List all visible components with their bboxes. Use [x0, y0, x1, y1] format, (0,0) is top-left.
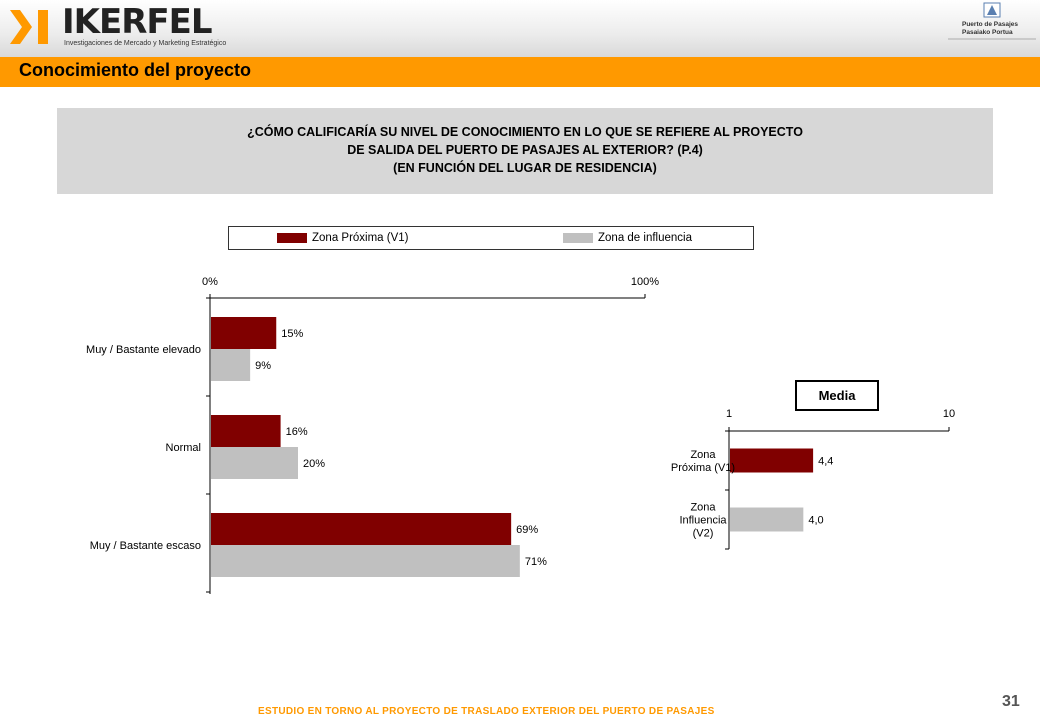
bar-value-label: 20% [303, 458, 326, 470]
bar-value-label: 16% [285, 426, 308, 438]
bar-value-label: 9% [255, 360, 272, 372]
legend-label-zona-influencia: Zona de influencia [598, 232, 692, 244]
bar-value-label: 71% [524, 556, 547, 568]
section-title: Conocimiento del proyecto [19, 60, 252, 80]
bar [211, 545, 520, 577]
media-category-label: Zona [690, 449, 716, 461]
media-label-box: Media [795, 380, 879, 411]
question-line-3: (EN FUNCIÓN DEL LUGAR DE RESIDENCIA) [393, 161, 657, 175]
media-category-label: Zona [690, 501, 716, 514]
bar [211, 447, 298, 479]
partner-name-line2: Pasaiako Portua [962, 29, 1013, 36]
media-category-label: Próxima (V1) [670, 462, 736, 474]
bar [211, 349, 250, 381]
x-tick-label: 100% [630, 276, 660, 288]
bar [211, 415, 281, 447]
category-label: Muy / Bastante elevado [86, 344, 201, 356]
category-label: Normal [165, 442, 201, 454]
question-line-2: DE SALIDA DEL PUERTO DE PASAJES AL EXTERIOR? (P.4) [347, 143, 703, 157]
partner-name-line1: Puerto de Pasajes [962, 21, 1018, 28]
category-label: Muy / Bastante escaso [89, 540, 201, 552]
brand-logo-text: IKERFEL [62, 2, 212, 42]
x-tick-label: 0% [202, 276, 218, 288]
media-bar-value-label: 4,4 [818, 455, 834, 468]
bar [211, 317, 276, 349]
media-x-tick-label: 1 [725, 408, 733, 420]
media-x-tick-label: 10 [942, 408, 956, 420]
media-bar [730, 508, 803, 532]
question-line-1: ¿CÓMO CALIFICARÍA SU NIVEL DE CONOCIMIENTO EN LO QUE SE REFIERE AL PROYECTO [247, 125, 803, 139]
bar-value-label: 15% [281, 328, 304, 340]
legend-label-zona-proxima: Zona Próxima (V1) [312, 232, 409, 244]
media-bar-value-label: 4,0 [808, 514, 824, 527]
brand-tagline: Investigaciones de Mercado y Marketing Estratégico [64, 40, 227, 47]
media-category-label: (V2) [692, 527, 714, 540]
media-category-label: Influencia [679, 514, 727, 527]
media-bar [730, 449, 813, 473]
page-number: 31 [1002, 693, 1020, 710]
footer-study-title: ESTUDIO EN TORNO AL PROYECTO DE TRASLADO EXTERIOR DEL PUERTO DE PASAJES [258, 706, 715, 717]
bar-value-label: 69% [516, 524, 539, 536]
bar [211, 513, 511, 545]
